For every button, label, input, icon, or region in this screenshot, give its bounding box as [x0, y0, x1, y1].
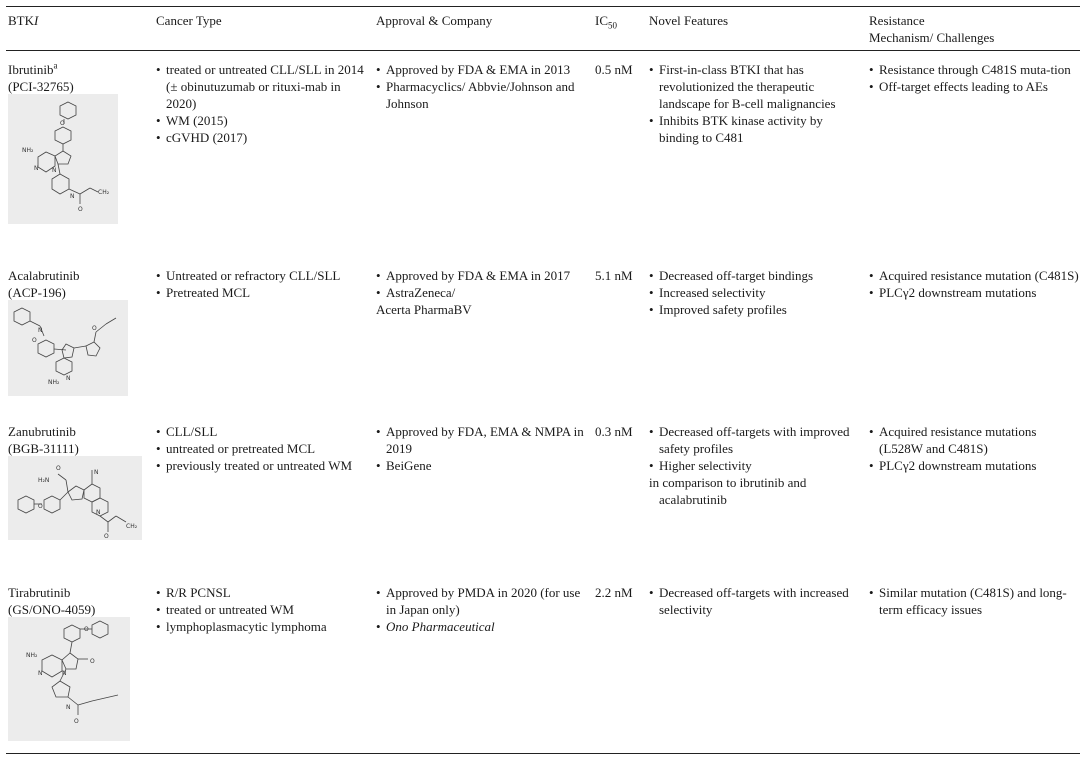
svg-text:NH₂: NH₂: [48, 379, 60, 386]
drug-name: Zanubrutinib: [8, 424, 76, 439]
drug-code: (PCI-32765): [8, 79, 74, 94]
drug-code: (ACP-196): [8, 285, 66, 300]
list-item: • CLL/SLL: [156, 424, 218, 439]
list-item: • Decreased off-targets with increased selectivity: [649, 585, 849, 617]
list-item: Acerta PharmaBV: [376, 302, 472, 317]
list-item: • previously treated or untreated WM: [156, 458, 353, 473]
drug-name: Acalabrutinib: [8, 268, 80, 283]
acalabrutinib-structure-icon: [8, 300, 128, 396]
header-novel-features: Novel Features: [649, 13, 729, 28]
list-item: • AstraZeneca/: [376, 285, 456, 300]
cancer-cell: [156, 267, 370, 301]
svg-text:N: N: [62, 670, 67, 677]
tirabrutinib-structure-icon: [8, 617, 130, 741]
resistance-cell: [869, 423, 1080, 474]
novel-cell: [649, 267, 863, 318]
list-item: • Acquired resistance mutations (L528W and C481S): [869, 424, 1037, 456]
list-item: acalabrutinib: [659, 492, 727, 507]
drug-cell: [8, 423, 148, 457]
list-item: • Approved by FDA & EMA in 2013: [376, 62, 571, 77]
svg-text:N: N: [34, 165, 39, 172]
drug-name: Tirabrutinib: [8, 585, 71, 600]
ic50-value: 2.2 nM: [595, 585, 633, 600]
drug-footnote: a: [53, 60, 58, 71]
svg-text:N: N: [66, 375, 71, 382]
list-item: • Ono Pharmaceutical: [376, 619, 495, 634]
list-item: • Approved by FDA & EMA in 2017: [376, 268, 571, 283]
list-item: • Inhibits BTK kinase activity by binding to C481: [649, 113, 823, 145]
list-item: in comparison to ibrutinib and: [649, 475, 807, 490]
svg-text:O: O: [104, 533, 109, 540]
header-drug: BTKI: [8, 13, 39, 28]
list-item: • Similar mutation (C481S) and long-term efficacy issues: [869, 585, 1067, 617]
list-item: • BeiGene: [376, 458, 432, 473]
list-item: • Decreased off-target bindings: [649, 268, 814, 283]
list-item: • PLCγ2 downstream mutations: [869, 458, 1037, 473]
list-item: • Increased selectivity: [649, 285, 766, 300]
novel-cell: [649, 61, 863, 146]
header-resistance: Resistance Mechanism/ Challenges: [869, 13, 995, 45]
svg-text:CH₂: CH₂: [98, 189, 110, 196]
top-rule: [6, 6, 1080, 7]
list-item: • Pharmacyclics/ Abbvie/Johnson and Johnson: [376, 79, 575, 111]
drug-cell: [8, 584, 148, 618]
svg-text:NH₂: NH₂: [22, 147, 34, 154]
drug-cell: [8, 61, 148, 95]
list-item: • Higher selectivity: [649, 458, 752, 473]
svg-text:O: O: [60, 120, 65, 127]
svg-text:N: N: [52, 167, 57, 174]
drug-code: (GS/ONO-4059): [8, 602, 96, 617]
approval-cell: [376, 423, 588, 474]
novel-cell: [649, 423, 863, 508]
list-item: • Decreased off-targets with improved safety profiles: [649, 424, 850, 456]
list-item: • WM (2015): [156, 113, 228, 128]
list-item: • treated or untreated CLL/SLL in 2014 (± obinutuzumab or rituxi-mab in 2020): [156, 62, 364, 111]
list-item: • Untreated or refractory CLL/SLL: [156, 268, 341, 283]
bottom-rule: [6, 753, 1080, 754]
list-item: • lymphoplasmacytic lymphoma: [156, 619, 327, 634]
resistance-cell: [869, 584, 1080, 618]
list-item: • R/R PCNSL: [156, 585, 231, 600]
list-item: • cGVHD (2017): [156, 130, 248, 145]
ic50-value: 0.5 nM: [595, 62, 633, 77]
list-item: • First-in-class BTKI that has revolutionized the therapeutic landscape for B-cell malignancies: [649, 62, 836, 111]
drug-cell: [8, 267, 148, 301]
svg-text:CH₂: CH₂: [126, 523, 138, 530]
header-rule: [6, 50, 1080, 51]
svg-text:O: O: [38, 503, 43, 510]
cancer-cell: [156, 423, 370, 474]
resistance-cell: [869, 61, 1080, 95]
header-approval: Approval & Company: [376, 13, 493, 28]
svg-text:N: N: [94, 469, 99, 476]
header-ic50: $IC_{50}$: [595, 13, 617, 31]
approval-cell: [376, 267, 588, 318]
list-item: • Acquired resistance mutation (C481S): [869, 268, 1079, 283]
svg-text:O: O: [74, 718, 79, 725]
cancer-cell: [156, 61, 370, 146]
svg-text:O: O: [56, 465, 61, 472]
list-item: • Improved safety profiles: [649, 302, 787, 317]
svg-text:O: O: [84, 626, 89, 633]
approval-cell: [376, 61, 588, 112]
zanubrutinib-structure-icon: [8, 456, 142, 540]
list-item: • Approved by FDA, EMA & NMPA in 2019: [376, 424, 584, 456]
drug-name: Ibrutinib: [8, 62, 54, 77]
svg-text:O: O: [78, 206, 83, 213]
drug-code: (BGB-31111): [8, 441, 79, 456]
svg-text:N: N: [96, 509, 101, 516]
list-item: • Approved by PMDA in 2020 (for use in Japan only): [376, 585, 581, 617]
ic50-value: 5.1 nM: [595, 268, 633, 283]
ic50-value: 0.3 nM: [595, 424, 633, 439]
cancer-cell: [156, 584, 370, 635]
list-item: • Off-target effects leading to AEs: [869, 79, 1048, 94]
svg-text:N: N: [66, 704, 71, 711]
svg-text:N: N: [70, 193, 75, 200]
header-cancer-type: Cancer Type: [156, 13, 222, 28]
list-item: • treated or untreated WM: [156, 602, 294, 617]
list-item: • untreated or pretreated MCL: [156, 441, 316, 456]
list-item: • Pretreated MCL: [156, 285, 251, 300]
list-item: • Resistance through C481S muta-tion: [869, 62, 1071, 77]
svg-text:N: N: [38, 327, 43, 334]
svg-text:O: O: [90, 658, 95, 665]
svg-text:O: O: [92, 325, 97, 332]
svg-text:O: O: [32, 337, 37, 344]
ibrutinib-structure-icon: [8, 94, 118, 224]
svg-text:N: N: [38, 670, 43, 677]
svg-text:H₂N: H₂N: [38, 477, 50, 484]
resistance-cell: [869, 267, 1080, 301]
novel-cell: [649, 584, 863, 618]
approval-cell: [376, 584, 588, 635]
list-item: • PLCγ2 downstream mutations: [869, 285, 1037, 300]
svg-text:NH₂: NH₂: [26, 652, 38, 659]
